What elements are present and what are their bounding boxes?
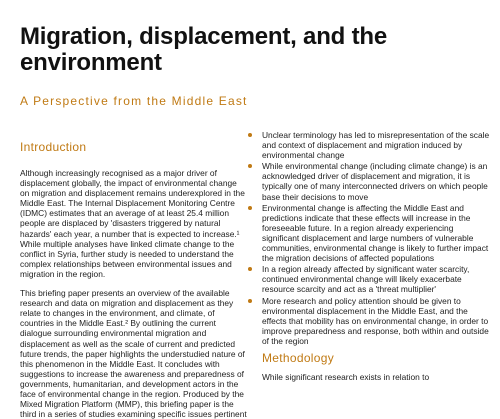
introduction-body xyxy=(20,168,248,419)
methodology-text: While significant research exists in relation to xyxy=(262,372,430,382)
key-point-item xyxy=(262,264,490,294)
key-points-list xyxy=(262,130,490,347)
introduction-paragraph: Although increasingly recognised as a major driver of displacement globally, the impact of environmental change on migration and displacement remains underexplored in the Middle East. The Internal Displacement Monitoring Centre (IDMC) estimates that an average of at least 25.4 million people are displaced by 'disasters triggered by natural hazards' each year, a number that is expected to increase.¹ While multiple analyses have linked climate change to the conflict in Syria, further study is needed to understand the complex relationships between environmental issues and migration in the region. xyxy=(20,168,245,279)
key-point-text: In a region already affected by significant water scarcity, continued environmental change will likely exacerbate resource scarcity and act as a 'threat multiplier' xyxy=(262,264,470,295)
bullet-icon xyxy=(248,133,252,137)
key-point-text: Unclear terminology has led to misrepresentation of the scale and context of displacement and migration induced by environmental change xyxy=(262,130,490,161)
bullet-icon xyxy=(248,164,252,168)
document-title: Migration, displacement, and the environment xyxy=(20,23,387,76)
key-point-text: Environmental change is affecting the Middle East and predictions indicate that these effects will increase in the foreseeable future. In a region already experiencing significant displacement and large numbers of vulnerable communities, environmental change is likely to further impact the migration decisions of affected populations xyxy=(262,202,489,264)
key-point-item xyxy=(262,296,490,346)
document-subtitle: A Perspective from the Middle East xyxy=(20,94,248,108)
key-point-item xyxy=(262,161,490,201)
key-point-item xyxy=(262,203,490,264)
bullet-icon xyxy=(248,299,252,303)
introduction-paragraph: This briefing paper presents an overview of the available research and data on migration and displacement as they relate to changes in the environment, and climate, of countries in the Middle East.² By outlining the current dialogue surrounding environmental migration and displacement as well as the scale of current and predicted future trends, the paper highlights the understudied nature of this phenomenon in the Middle East. It concludes with suggestions to increase the awareness and preparedness of governments, humanitarian, and development actors in the face of environmental change in the region. Produced by the Mixed Migration Platform (MMP), this briefing paper is the third in a series of studies examining specific issues pertinent xyxy=(20,288,247,419)
key-point-text: More research and policy attention should be given to environmental displacement in the Middle East, and the effects that mobility has on environmental change, in order to improve preparedness and response, both within and outside of the region xyxy=(262,295,489,346)
introduction-heading: Introduction xyxy=(20,140,87,154)
methodology-heading: Methodology xyxy=(262,351,335,365)
bullet-icon xyxy=(248,267,252,271)
key-point-item xyxy=(262,130,490,160)
bullet-icon xyxy=(248,206,252,210)
key-point-text: While environmental change (including climate change) is an acknowledged driver of displacement and migration, it is typically one of many interconnected drivers on which people base their decisions to move xyxy=(262,161,488,202)
